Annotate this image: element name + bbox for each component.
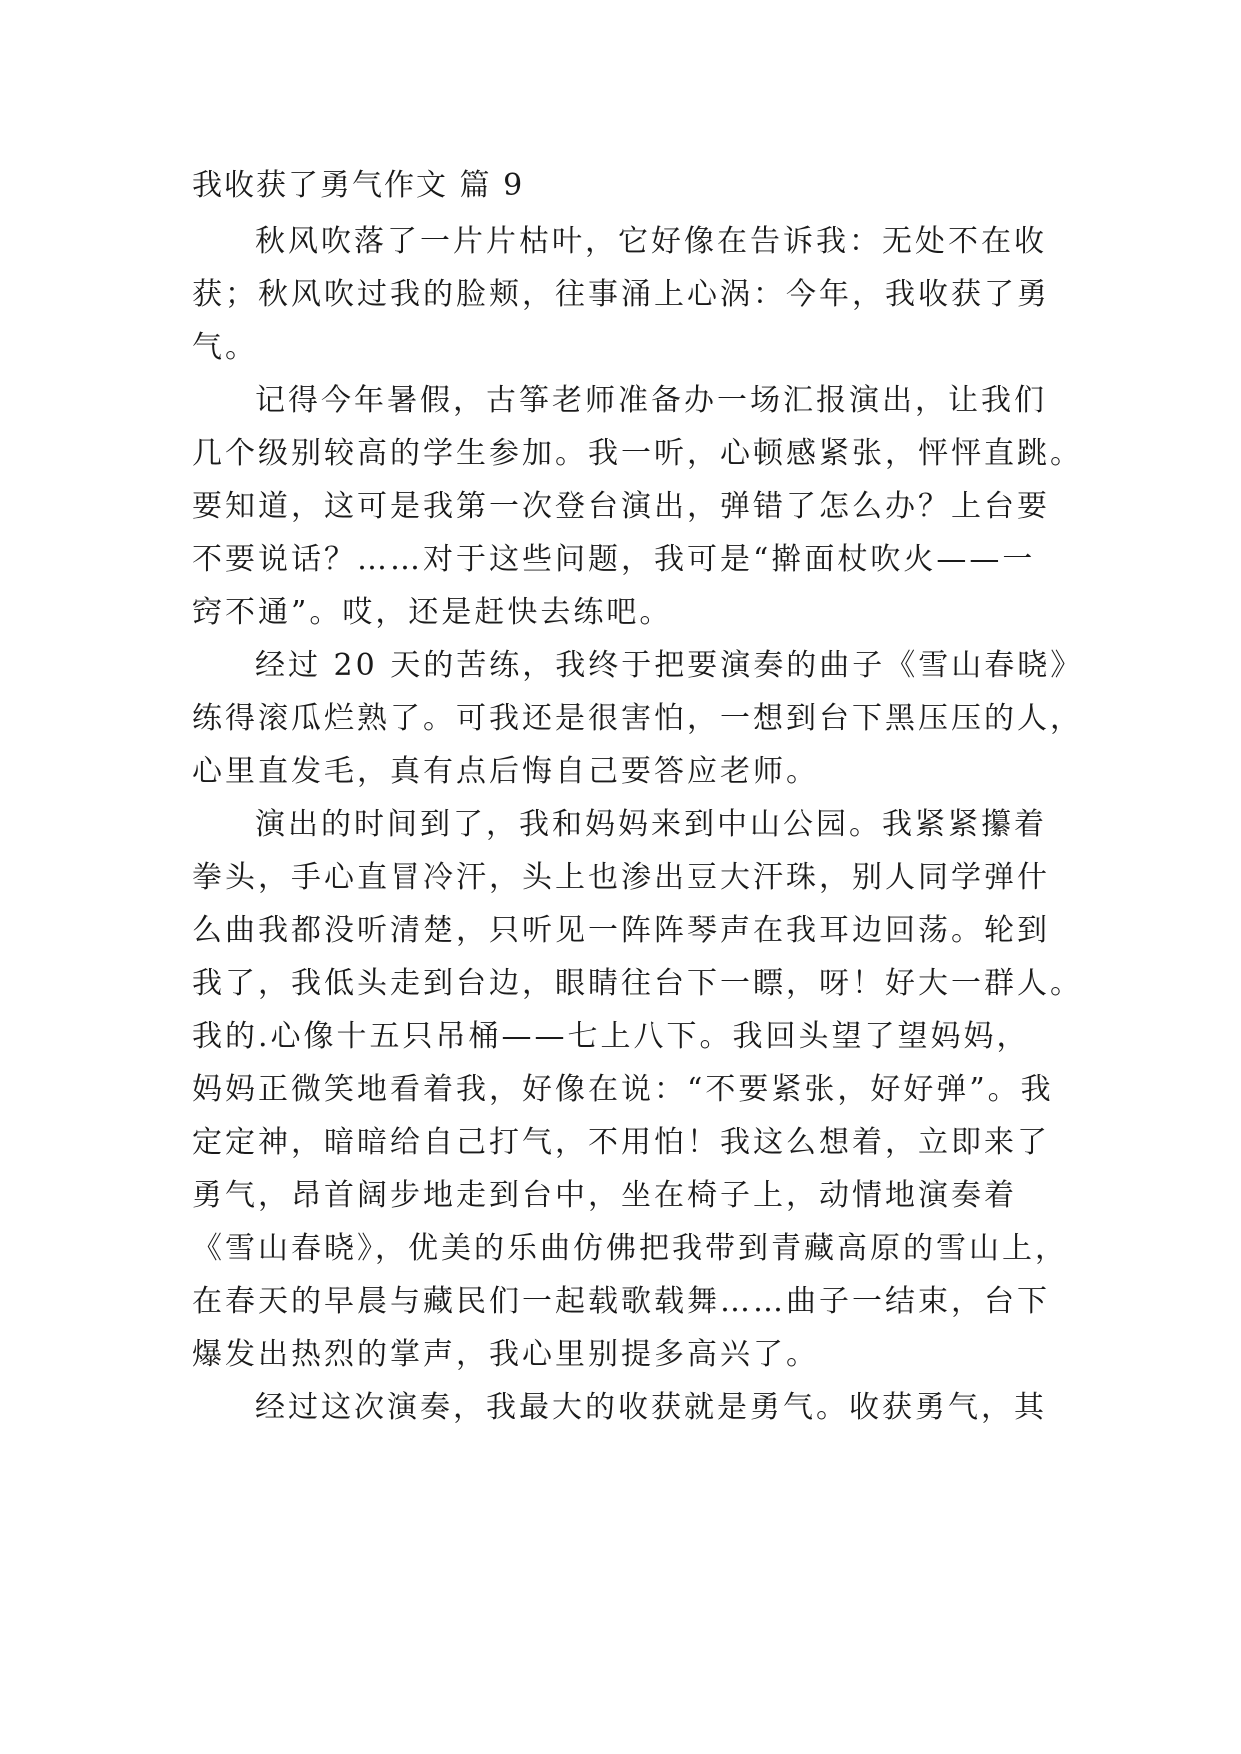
paragraph-line: 经过这次演奏，我最大的收获就是勇气。收获勇气，其 [255,1390,1047,1425]
paragraph-line: 要知道，这可是我第一次登台演出，弹错了怎么办？上台要 [192,489,1050,524]
paragraph-line: 获；秋风吹过我的脸颊，往事涌上心涡：今年，我收获了勇 [192,277,1050,312]
paragraph-line: 爆发出热烈的掌声，我心里别提多高兴了。 [192,1337,819,1372]
paragraph-line: 练得滚瓜烂熟了。可我还是很害怕，一想到台下黑压压的人， [192,701,1083,736]
paragraph-line: 我的.心像十五只吊桶——七上八下。我回头望了望妈妈， [192,1019,1030,1054]
paragraph-line: 窍不通”。哎，还是赶快去练吧。 [192,595,673,630]
paragraph-line: 秋风吹落了一片片枯叶，它好像在告诉我：无处不在收 [255,224,1047,259]
paragraph-line: 我了，我低头走到台边，眼睛往台下一瞟，呀！好大一群人。 [192,966,1083,1001]
paragraph-line: 心里直发毛，真有点后悔自己要答应老师。 [192,754,819,789]
paragraph-line: 记得今年暑假，古筝老师准备办一场汇报演出，让我们 [255,383,1047,418]
paragraph-line: 在春天的早晨与藏民们一起载歌载舞……曲子一结束，台下 [192,1284,1050,1319]
paragraph-line: 《雪山春晓》，优美的乐曲仿佛把我带到青藏高原的雪山上， [192,1231,1068,1266]
essay-title: 我收获了勇气作文 篇 9 [192,168,525,203]
paragraph-line: 勇气，昂首阔步地走到台中，坐在椅子上，动情地演奏着 [192,1178,1017,1213]
paragraph-line: 么曲我都没听清楚，只听见一阵阵琴声在我耳边回荡。轮到 [192,913,1050,948]
paragraph-line: 不要说话？……对于这些问题，我可是“擀面杖吹火——一 [192,542,1036,577]
paragraph-line: 气。 [192,330,258,365]
paragraph-line: 经过 20 天的苦练，我终于把要演奏的曲子《雪山春晓》 [255,648,1084,683]
paragraph-line: 妈妈正微笑地看着我，好像在说：“不要紧张，好好弹”。我 [192,1072,1054,1107]
paragraph-line: 演出的时间到了，我和妈妈来到中山公园。我紧紧攥着 [255,807,1047,842]
paragraph-line: 定定神，暗暗给自己打气，不用怕！我这么想着，立即来了 [192,1125,1050,1160]
paragraph-line: 拳头，手心直冒冷汗，头上也渗出豆大汗珠，别人同学弹什 [192,860,1050,895]
paragraph-line: 几个级别较高的学生参加。我一听，心顿感紧张，怦怦直跳。 [192,436,1083,471]
